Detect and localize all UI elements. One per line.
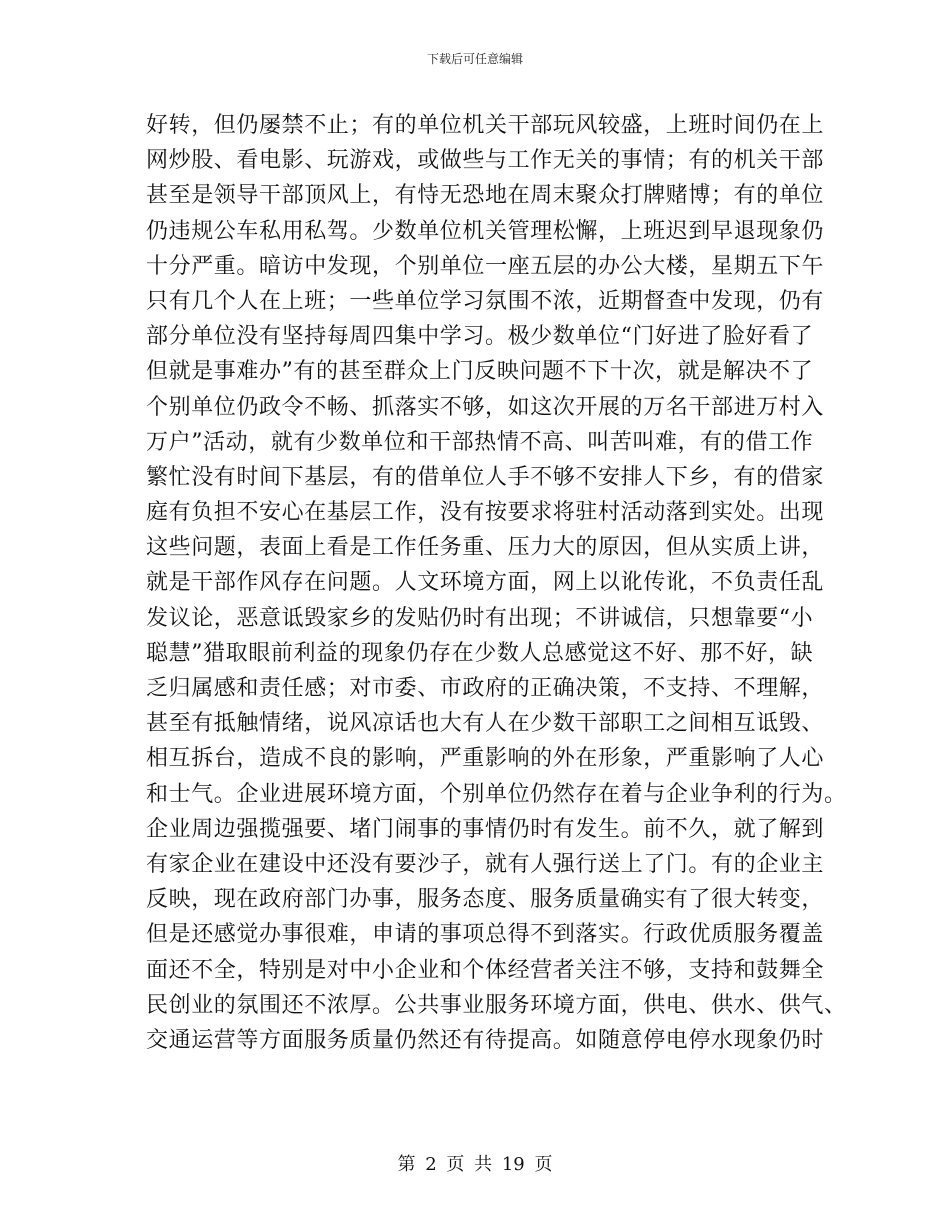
body-line: 万户”活动，就有少数单位和干部热情不高、叫苦叫难，有的借工作	[146, 429, 814, 455]
body-line: 个别单位仍政令不畅、抓落实不够，如这次开展的万名干部进万村入	[146, 394, 825, 420]
body-line: 交通运营等方面服务质量仍然还有待提高。如随意停电停水现象仍时	[146, 1027, 825, 1053]
body-line: 这些问题，表面上看是工作任务重、压力大的原因，但从实质上讲，	[146, 535, 825, 561]
body-line: 网炒股、看电影、玩游戏，或做些与工作无关的事情；有的机关干部	[146, 148, 825, 174]
body-line: 和士气。企业进展环境方面，个别单位仍然存在着与企业争利的行为。	[146, 781, 847, 807]
body-line: 民创业的氛围还不浓厚。公共事业服务环境方面，供电、供水、供气、	[146, 992, 847, 1018]
body-line: 发议论，恶意诋毁家乡的发贴仍时有出现；不讲诚信，只想靠要“小	[146, 605, 814, 631]
body-line: 好转，但仍屡禁不止；有的单位机关干部玩风较盛，上班时间仍在上	[146, 113, 825, 138]
body-line: 聪慧”猎取眼前利益的现象仍存在少数人总感觉这不好、那不好，缺	[146, 640, 814, 666]
document-body	[146, 108, 847, 1058]
body-line: 十分严重。暗访中发现，个别单位一座五层的办公大楼，星期五下午	[146, 253, 825, 279]
body-line: 企业周边强揽强要、堵门闹事的事情仍时有发生。前不久，就了解到	[146, 816, 825, 842]
body-line: 反映，现在政府部门办事，服务态度、服务质量确实有了很大转变，	[146, 887, 825, 913]
body-line: 乏归属感和责任感；对市委、市政府的正确决策，不支持、不理解，	[146, 676, 825, 701]
body-line: 相互拆台，造成不良的影响，严重影响的外在形象，严重影响了人心	[146, 746, 825, 772]
body-line: 繁忙没有时间下基层，有的借单位人手不够不安排人下乡，有的借家	[146, 464, 825, 490]
body-line: 只有几个人在上班；一些单位学习氛围不浓，近期督查中发现，仍有	[146, 288, 825, 314]
body-line: 但就是事难办”有的甚至群众上门反映问题不下十次，就是解决不了	[146, 359, 814, 385]
page-number: 第 2 页 共 19 页	[397, 1154, 553, 1175]
body-line: 就是干部作风存在问题。人文环境方面，网上以讹传讹，不负责任乱	[146, 570, 825, 596]
body-line: 部分单位没有坚持每周四集中学习。极少数单位“门好进了脸好看了	[146, 324, 814, 350]
body-line: 甚至是领导干部顶风上，有恃无恐地在周末聚众打牌赌博；有的单位	[146, 183, 825, 209]
body-line: 甚至有抵触情绪，说风凉话也大有人在少数干部职工之间相互诋毁、	[146, 711, 825, 737]
body-line: 庭有负担不安心在基层工作，没有按要求将驻村活动落到实处。出现	[146, 500, 825, 526]
body-line: 仍违规公车私用私驾。少数单位机关管理松懈，上班迟到早退现象仍	[146, 218, 825, 244]
page-header: 下载后可任意编辑	[426, 52, 523, 66]
body-line: 有家企业在建设中还没有要沙子，就有人强行送上了门。有的企业主	[146, 851, 825, 877]
body-line: 但是还感觉办事很难，申请的事项总得不到落实。行政优质服务覆盖	[146, 922, 825, 948]
body-line: 面还不全，特别是对中小企业和个体经营者关注不够，支持和鼓舞全	[146, 957, 825, 983]
